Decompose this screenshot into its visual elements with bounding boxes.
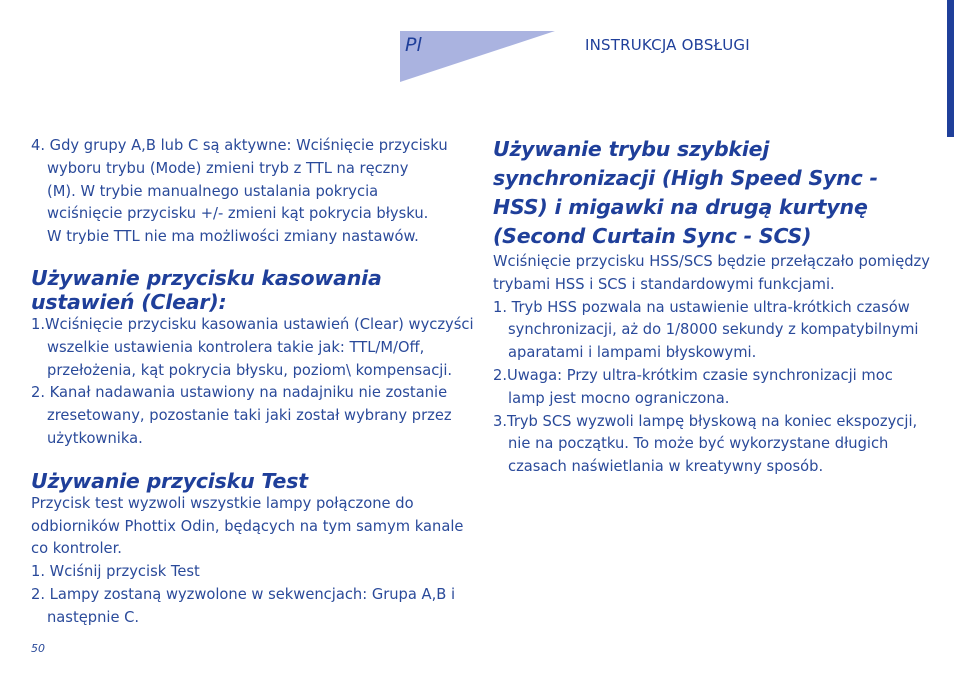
test-section-heading: Używanie przycisku Test: [31, 468, 308, 493]
header-title: INSTRUKCJA OBSŁUGI: [585, 36, 750, 54]
test-intro-paragraph: Przycisk test wyzwoli wszystkie lampy połączone do odbiorników Phottix Odin, będących na tym samym kanale co kontroler.: [31, 494, 464, 558]
heading-line: Używanie przycisku kasowania: [31, 265, 382, 290]
item-4-line: 4. Gdy grupy A,B lub C są aktywne: Wciśnięcie przycisku: [31, 137, 448, 154]
item-4-line: wyboru trybu (Mode) zmieni tryb z TTL na ręczny: [47, 159, 409, 177]
hss-intro-paragraph: Wciśnięcie przycisku HSS/SCS będzie przełączało pomiędzy trybami HSS i SCS i standardowymi funkcjami.: [493, 253, 930, 293]
list-item: 1.Wciśnięcie przycisku kasowania ustawień (Clear) wyczyści wszelkie ustawienia kontrolera takie jak: TTL/M/Off, przełożenia, kąt pokrycia błysku, poziom\ kompensacji.: [31, 315, 474, 379]
list-item: 2. Kanał nadawania ustawiony na nadajniku nie zostanie zresetowany, pozostanie taki jaki został wybrany przez użytkownika.: [31, 384, 452, 447]
item-4-line: W trybie TTL nie ma możliwości zmiany nastawów.: [47, 228, 419, 246]
heading-line: HSS) i migawki na drugą kurtynę: [493, 195, 868, 219]
hss-section-heading: [493, 135, 933, 251]
clear-section-heading: [31, 266, 476, 314]
edge-tab-bar: [947, 0, 954, 137]
item-4-line: wciśnięcie przycisku +/- zmieni kąt pokrycia błysku.: [47, 205, 429, 223]
list-item: 2. Lampy zostaną wyzwolone w sekwencjach: Grupa A,B i następnie C.: [31, 585, 456, 626]
page-number: 50: [31, 642, 45, 655]
list-item: 1. Wciśnij przycisk Test: [31, 563, 200, 581]
right-column: [493, 135, 933, 479]
list-item: 3.Tryb SCS wyzwoli lampę błyskową na koniec ekspozycji, nie na początku. To może być wykorzystane długich czasach naświetlania w kreatywny sposób.: [493, 412, 918, 476]
left-column: [31, 135, 476, 630]
heading-line: synchronizacji (High Speed Sync -: [493, 166, 878, 190]
language-tab-shape: [400, 31, 555, 82]
language-tab-triangle: [400, 31, 555, 82]
heading-line: Używanie trybu szybkiej: [493, 137, 770, 161]
item-4-line: (M). W trybie manualnego ustalania pokrycia: [47, 182, 379, 200]
list-item: 1. Tryb HSS pozwala na ustawienie ultra-krótkich czasów synchronizacji, aż do 1/8000 sekundy z kompatybilnymi aparatami i lampami błyskowymi.: [493, 298, 919, 362]
language-code: Pl: [405, 34, 422, 56]
list-item: 2.Uwaga: Przy ultra-krótkim czasie synchronizacji moc lamp jest mocno ograniczona.: [493, 366, 893, 407]
heading-line: ustawień (Clear):: [31, 289, 227, 314]
item-4-block: [31, 135, 476, 249]
heading-line: (Second Curtain Sync - SCS): [493, 224, 812, 248]
